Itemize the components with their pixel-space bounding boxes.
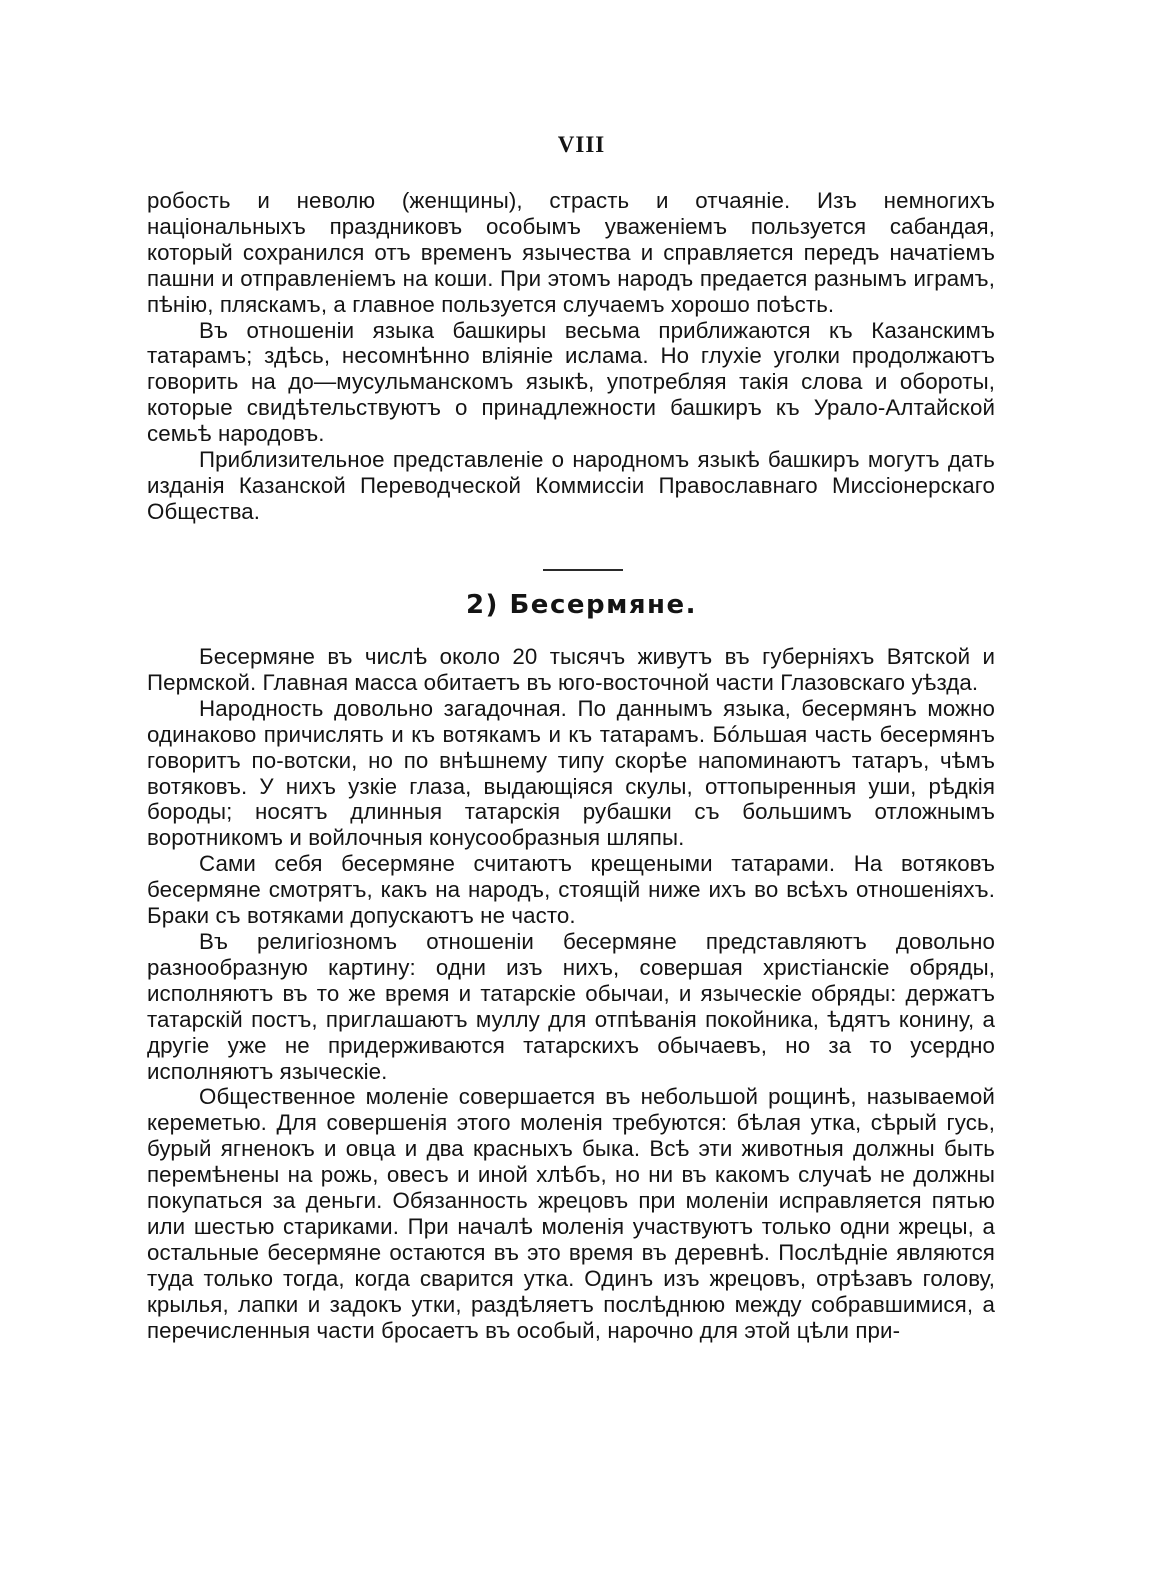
section-besermyane — [147, 644, 995, 1343]
paragraph-population: Бесермяне въ числѣ около 20 тысячъ живутъ въ губерніяхъ Вятской и Пермской. Главная масса обитаетъ въ юго-восточной части Глазовскаго уѣзда. — [147, 644, 995, 695]
paragraph-religion: Въ религіозномъ отношеніи бесермяне представляютъ довольно разнообразную картину: одни изъ нихъ, совершая христіанскіе обряды, исполняютъ въ то же время и татарскіе обычаи, и языческіе обряды: держатъ татарскій постъ, приглашаютъ муллу для отпѣванія покойника, ѣдятъ конину, а другіе уже не придерживаются татарскихъ обычаевъ, но за то усердно исполняютъ языческіе. — [147, 928, 995, 1084]
paragraph-self-identity: Сами себя бесермяне считаютъ крещеными татарами. На вотяковъ бесермяне смотрятъ, какъ на народъ, стоящій ниже ихъ во всѣхъ отношеніяхъ. Браки съ вотяками допускаютъ не часто. — [147, 851, 995, 929]
section-divider — [543, 569, 623, 571]
paragraph-festivals: робость и неволю (женщины), страсть и отчаяніе. Изъ немногихъ національныхъ праздниковъ особымъ уваженіемъ пользуется сабандая, который сохранился отъ временъ язычества и справляется передъ начатіемъ пашни и отправленіемъ на коши. При этомъ народъ предается разнымъ играмъ, пѣнію, пляскамъ, а главное пользуется случаемъ хорошо поѣсть. — [147, 188, 995, 317]
section-heading: 2) Бесермяне. — [465, 590, 698, 620]
paragraph-ethnicity: Народность довольно загадочная. По даннымъ языка, бесермянъ можно одинаково причислять и къ вотякамъ и къ татарамъ. Бóльшая часть бесермянъ говоритъ по-вотски, но по внѣшнему типу скорѣе напоминаютъ татаръ, чѣмъ вотяковъ. У нихъ узкіе глаза, выдающіяся скулы, оттопыренныя уши, рѣдкія бороды; носятъ длинныя татарскія рубашки съ большимъ отложнымъ воротникомъ и войлочныя конусообразныя шляпы. — [147, 695, 995, 851]
page-number: VIII — [557, 132, 606, 157]
paragraph-communal-prayer: Общественное моленіе совершается въ небольшой рощинѣ, называемой кереметью. Для совершенія этого моленія требуются: бѣлая утка, сѣрый гусь, бурый ягненокъ и овца и два красныхъ быка. Всѣ эти животныя должны быть перемѣнены на рожь, овесъ и иной хлѣбъ, но ни въ какомъ случаѣ не должны покупаться за деньги. Обязанность жрецовъ при моленіи исправляется пятью или шестью стариками. При началѣ моленія участвуютъ только одни жрецы, а остальные бесермяне остаются въ это время въ деревнѣ. Послѣдніе являются туда только тогда, когда сварится утка. Одинъ изъ жрецовъ, отрѣзавъ голову, крылья, лапки и задокъ утки, раздѣляетъ послѣднюю между собравшимися, а перечисленныя части бросаетъ въ особый, нарочно для этой цѣли при- — [147, 1084, 995, 1343]
paragraph-language: Въ отношеніи языка башкиры весьма приближаются къ Казанскимъ татарамъ; здѣсь, несомнѣнно вліяніе ислама. Но глухіе уголки продолжаютъ говорить на до—мусульманскомъ языкѣ, употребляя такія слова и обороты, которые свидѣтельствуютъ о принадлежности башкиръ къ Урало-Алтайской семьѣ народовъ. — [147, 317, 995, 447]
paragraph-publications: Приблизительное представленіе о народномъ языкѣ башкиръ могутъ дать изданія Казанской Переводческой Коммиссіи Православнаго Миссіонерскаго Общества. — [147, 447, 995, 524]
section-bashkirs-continued — [147, 188, 995, 525]
